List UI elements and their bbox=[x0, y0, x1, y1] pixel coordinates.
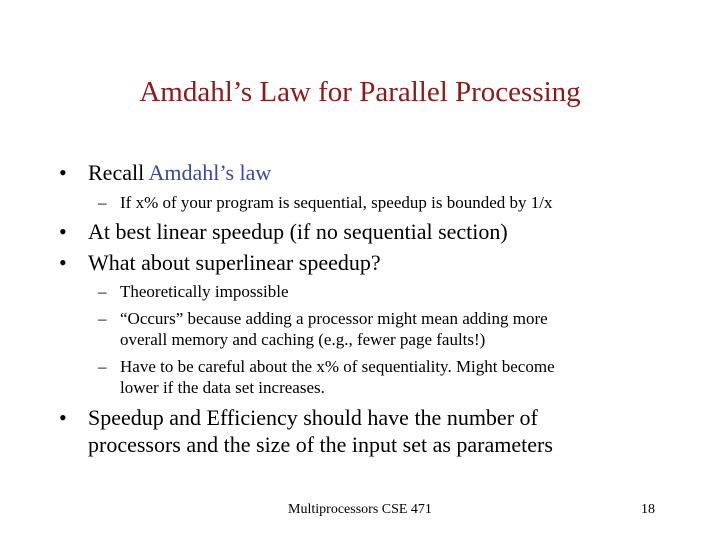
dash-marker: – bbox=[98, 193, 107, 212]
bullet-marker: • bbox=[59, 219, 67, 244]
dash-marker: – bbox=[98, 357, 107, 376]
bullet-text-prefix: Recall bbox=[88, 160, 149, 185]
bullet-text: At best linear speedup (if no sequential section) bbox=[88, 219, 508, 244]
dash-marker: – bbox=[98, 282, 107, 301]
bullet-text: Speedup and Efficiency should have the number of bbox=[88, 405, 538, 430]
sub-bullet-text: If x% of your program is sequential, speedup is bounded by 1/x bbox=[120, 193, 553, 212]
footer-course-label: Multiprocessors CSE 471 bbox=[288, 502, 432, 517]
sub-bullet-text: Theoretically impossible bbox=[120, 282, 289, 301]
dash-marker: – bbox=[98, 309, 107, 328]
sub-bullet-text: Have to be careful about the x% of sequentiality. Might become bbox=[120, 357, 555, 376]
bullet-marker: • bbox=[59, 405, 67, 430]
bullet-text bbox=[88, 160, 271, 186]
bullet-text: processors and the size of the input set as parameters bbox=[88, 432, 553, 457]
bullet-marker: • bbox=[59, 250, 67, 275]
sub-bullet-text: overall memory and caching (e.g., fewer page faults!) bbox=[120, 330, 486, 349]
bullet-marker: • bbox=[59, 160, 67, 185]
page-number: 18 bbox=[641, 502, 655, 517]
sub-bullet-text: “Occurs” because adding a processor might mean adding more bbox=[120, 309, 548, 328]
bullet-text: What about superlinear speedup? bbox=[88, 250, 381, 275]
slide-title: Amdahl’s Law for Parallel Processing bbox=[139, 76, 581, 108]
amdahls-law-link-text: Amdahl’s law bbox=[148, 160, 272, 185]
sub-bullet-text: lower if the data set increases. bbox=[120, 378, 325, 397]
